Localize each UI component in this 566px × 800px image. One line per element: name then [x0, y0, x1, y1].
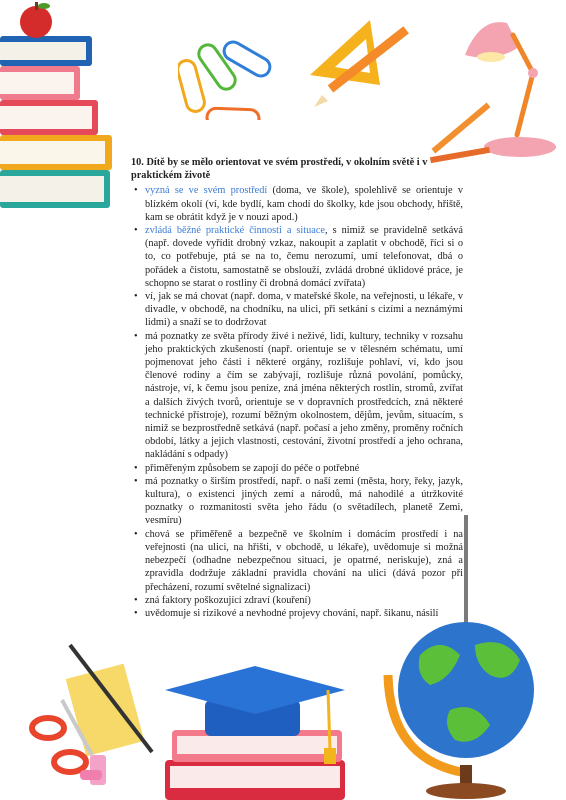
list-item — [131, 528, 463, 594]
list-item — [131, 290, 463, 330]
item-text: ví, jak se má chovat (např. doma, v mateřské škole, na veřejnosti, u lékaře, v divadle, v obchodě, na chodníku, na ulici, při setkání s cizími a neznámými lidmi) a snaží se to dodržovat — [145, 291, 463, 329]
list-item — [131, 184, 463, 224]
item-text: má poznatky ze světa přírody živé i neživé, lidí, kultury, techniky v rozsahu jeho praktických zkušeností (např. orientuje se v tělesném schématu, umí pojmenovat jeho části i některé orgány, rozlišuje pohlaví, ví, kdo jsou členové rodiny a čím se zabývají, rozlišuje různá povolání, pomůcky, nástroje, ví, k čemu jsou peníze, zná jména některých rostlin, stromů, zvířat a dalších živých tvorů, orientuje se v dopravních prostředcích, zná některé technické přístroje), rozumí běžným okolnostem, dějům, jevům, situacím, s nimiž se bezprostředně setkává (např. počasí a jeho změny, proměny ročních období, látky a jejich vlastnosti, cestování, životní prostředí a jeho ochrana, nakládání s odpady) — [145, 330, 463, 461]
section-heading: 10. Dítě by se mělo orientovat ve svém prostředí, v okolním světě i v praktickém životě — [131, 157, 428, 182]
item-text: má poznatky o širším prostředí, např. o naší zemi (města, hory, řeky, jazyk, kultura), o existenci jiných zemí a národů, má nahodilé a útržkovité poznatky o rozmanitosti světa jeho řádu (o světadílech, planetě Zemi, vesmíru) — [145, 475, 463, 527]
list-item — [131, 224, 463, 290]
item-highlight: zvládá běžné praktické činnosti a situace — [145, 225, 325, 237]
list-item — [131, 462, 463, 475]
list-item — [131, 475, 463, 528]
item-text: přiměřeným způsobem se zapojí do péče o potřebné — [145, 462, 360, 474]
item-text: uvědomuje si rizikové a nevhodné projevy chování, např. šikanu, násilí — [145, 607, 439, 619]
graduation-cap-on-books — [150, 660, 350, 800]
scissors-and-stationery — [20, 640, 165, 800]
list-item — [131, 607, 463, 620]
list-item — [131, 330, 463, 462]
bullet-list — [131, 184, 463, 620]
item-text: chová se přiměřeně a bezpečně ve školním i domácím prostředí i na veřejnosti (na ulici, na hřišti, v obchodě, u lékaře), uvědomuje si možná nebezpečí (odhadne nebezpečnou situaci, je opatrné, neriskuje), zná a zpravidla dodržuje základní pravidla chování na ulici (dává pozor při přecházení, rozumí světelné signalizaci) — [145, 528, 463, 593]
content-section — [131, 156, 463, 620]
ruler-and-pencil — [300, 15, 425, 110]
list-item — [131, 594, 463, 607]
item-highlight: vyzná se ve svém prostředí — [145, 185, 268, 197]
paper-clips — [178, 30, 288, 120]
item-text: zná faktory poškozující zdraví (kouření) — [145, 594, 311, 606]
item-text: , s nimiž se pravidelně setkává (např. dovede vyřídit drobný vzkaz, nakoupit a zaplatit v obchodě, říci si o to, co potřebuje, ptá se na to, čemu nerozumí, umí telefonovat, dbá o pořádek a čistotu, samostatně se obslouží, zvládá drobné úklidové práce, je schopno se starat o rostliny či drobná domácí zvířata) — [145, 225, 463, 289]
books-with-apple — [0, 0, 125, 215]
item-text: (doma, ve škole), spolehlivě se orientuje v blízkém okolí (ví, kde bydlí, kam chodí do školky, kde jsou obchody, hřiště, kam se obrátit když je v nouzi apod.) — [145, 185, 463, 223]
